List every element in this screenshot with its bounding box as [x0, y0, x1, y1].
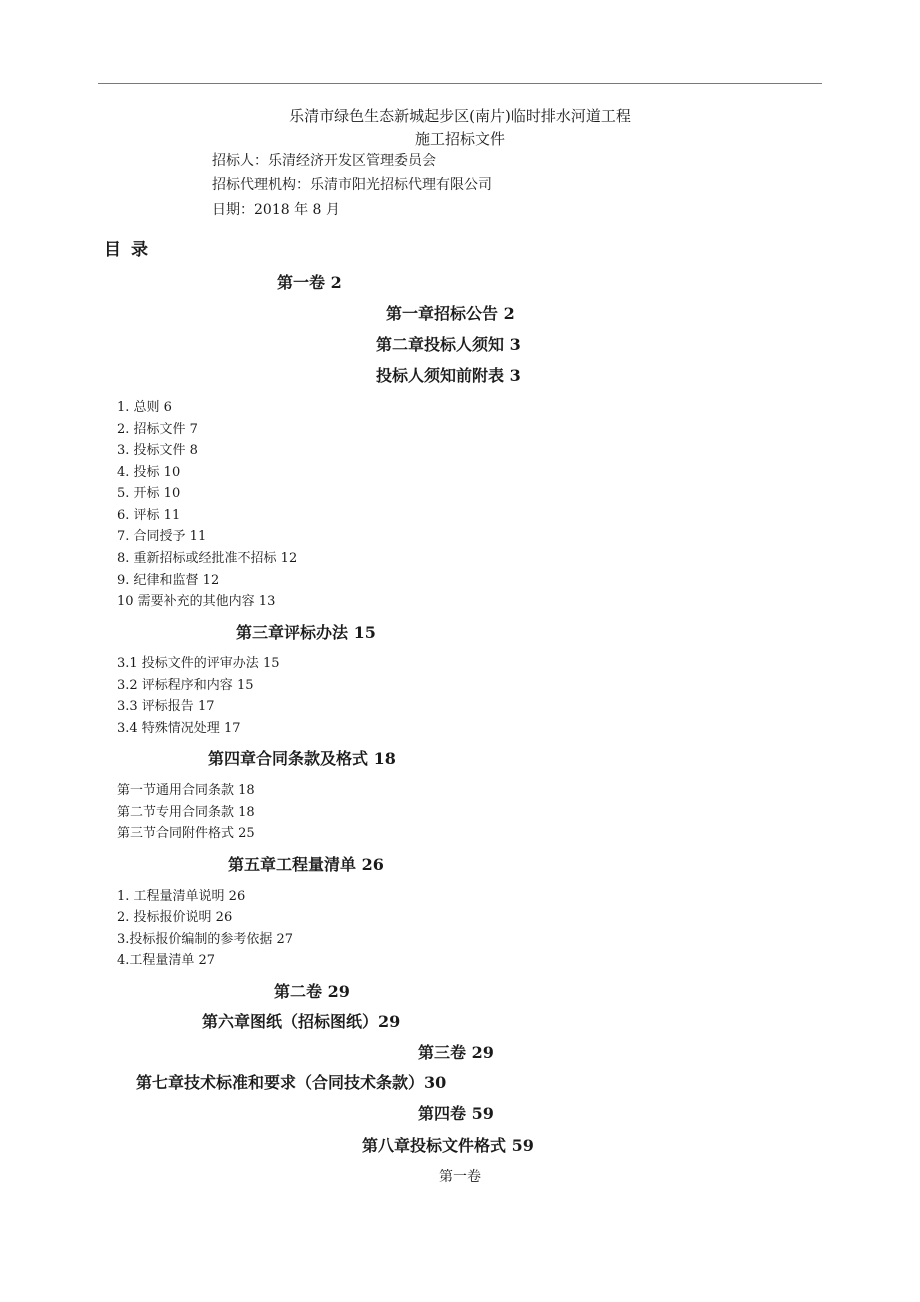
toc-item[interactable]: 10 需要补充的其他内容 13 [117, 594, 276, 609]
toc-item[interactable]: 3. 投标文件 8 [117, 443, 198, 458]
toc-chapter-8[interactable]: 第八章投标文件格式 59 [362, 1136, 534, 1155]
toc-item[interactable]: 1. 总则 6 [117, 400, 172, 415]
toc-item[interactable]: 第一节通用合同条款 18 [117, 783, 255, 798]
toc-item[interactable]: 1. 工程量清单说明 26 [117, 889, 246, 904]
toc-item[interactable]: 3.4 特殊情况处理 17 [117, 721, 241, 736]
agency-line: 招标代理机构：乐清市阳光招标代理有限公司 [212, 177, 492, 193]
toc-item[interactable]: 3.1 投标文件的评审办法 15 [117, 656, 280, 671]
toc-item[interactable]: 第二节专用合同条款 18 [117, 805, 255, 820]
toc-item[interactable]: 6. 评标 11 [117, 508, 181, 523]
tenderer-line: 招标人：乐清经济开发区管理委员会 [212, 153, 436, 169]
toc-chapter-4[interactable]: 第四章合同条款及格式 18 [208, 749, 396, 768]
toc-item[interactable]: 7. 合同授予 11 [117, 529, 207, 544]
header-rule [98, 83, 822, 84]
toc-chapter-2-table[interactable]: 投标人须知前附表 3 [376, 366, 521, 385]
toc-item[interactable]: 第三节合同附件格式 25 [117, 826, 255, 841]
toc-item[interactable]: 3.2 评标程序和内容 15 [117, 678, 254, 693]
toc-item[interactable]: 9. 纪律和监督 12 [117, 573, 220, 588]
toc-chapter-3[interactable]: 第三章评标办法 15 [236, 623, 376, 642]
toc-heading: 目录 [104, 240, 158, 260]
toc-item[interactable]: 4. 投标 10 [117, 465, 181, 480]
toc-item[interactable]: 2. 招标文件 7 [117, 422, 198, 437]
toc-volume-1[interactable]: 第一卷 2 [277, 273, 342, 292]
toc-item[interactable]: 8. 重新招标或经批准不招标 12 [117, 551, 298, 566]
toc-chapter-7[interactable]: 第七章技术标准和要求（合同技术条款）30 [136, 1073, 447, 1092]
document-title-line2: 施工招标文件 [414, 130, 505, 148]
toc-item[interactable]: 2. 投标报价说明 26 [117, 910, 233, 925]
toc-volume-4[interactable]: 第四卷 59 [418, 1104, 494, 1123]
toc-item[interactable]: 3.3 评标报告 17 [117, 699, 215, 714]
toc-item[interactable]: 3.投标报价编制的参考依据 27 [117, 932, 294, 947]
toc-chapter-6[interactable]: 第六章图纸（招标图纸）29 [202, 1012, 401, 1031]
toc-chapter-1[interactable]: 第一章招标公告 2 [386, 304, 515, 323]
toc-item[interactable]: 5. 开标 10 [117, 486, 181, 501]
toc-volume-2[interactable]: 第二卷 29 [274, 982, 350, 1001]
toc-chapter-5[interactable]: 第五章工程量清单 26 [228, 855, 384, 874]
document-title-line1: 乐清市绿色生态新城起步区(南片)临时排水河道工程 [289, 107, 631, 125]
date-line: 日期：2018 年 8 月 [212, 202, 340, 218]
toc-chapter-2[interactable]: 第二章投标人须知 3 [376, 335, 521, 354]
toc-volume-3[interactable]: 第三卷 29 [418, 1043, 494, 1062]
toc-item[interactable]: 4.工程量清单 27 [117, 953, 216, 968]
section-label: 第一卷 [439, 1169, 481, 1185]
